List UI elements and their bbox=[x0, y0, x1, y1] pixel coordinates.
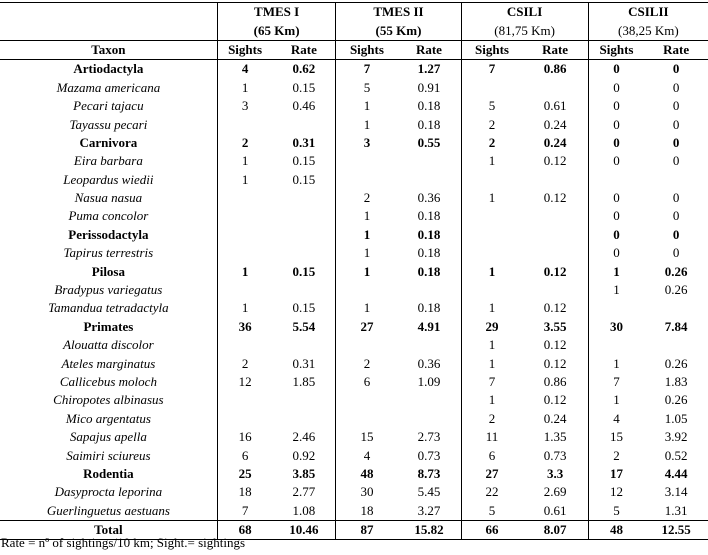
sights-cell: 2 bbox=[461, 134, 522, 152]
species-name: Saimiri sciureus bbox=[66, 447, 151, 463]
sights-cell: 2 bbox=[461, 115, 522, 133]
sights-cell: 2 bbox=[461, 410, 522, 428]
rate-cell: 0.73 bbox=[417, 447, 441, 463]
species-name: Tapirus terrestris bbox=[63, 245, 154, 261]
rate-cell bbox=[272, 226, 336, 244]
order-name: Primates bbox=[83, 318, 134, 334]
sights-cell: 0 bbox=[588, 79, 644, 97]
sights-cell bbox=[588, 336, 644, 354]
order-name: Perissodactyla bbox=[68, 226, 149, 242]
site-4-distance: (38,25 Km) bbox=[588, 21, 708, 40]
sights-header: Sights bbox=[217, 40, 272, 59]
sights-cell: 2 bbox=[217, 354, 272, 372]
rate-cell: 0.18 bbox=[417, 208, 441, 224]
sights-cell: 6 bbox=[461, 446, 522, 464]
site-4-name: CSILII bbox=[588, 3, 708, 22]
sights-cell: 1 bbox=[217, 171, 272, 189]
sights-cell: 1 bbox=[588, 354, 644, 372]
sights-cell bbox=[217, 410, 272, 428]
rate-cell bbox=[272, 281, 336, 299]
total-cell: 68 bbox=[217, 520, 272, 539]
total-label: Total bbox=[0, 520, 217, 539]
sights-cell: 5 bbox=[461, 97, 522, 115]
sights-cell: 1 bbox=[461, 354, 522, 372]
sights-cell: 22 bbox=[461, 483, 522, 501]
rate-cell: 0.24 bbox=[543, 134, 567, 150]
sights-cell: 1 bbox=[588, 391, 644, 409]
sights-cell bbox=[336, 336, 397, 354]
sights-cell: 2 bbox=[336, 189, 397, 207]
sights-cell: 1 bbox=[461, 152, 522, 170]
sights-cell bbox=[461, 171, 522, 189]
rate-cell bbox=[397, 391, 461, 409]
rate-cell: 0.26 bbox=[664, 355, 688, 371]
sights-cell: 1 bbox=[217, 152, 272, 170]
sights-cell: 6 bbox=[336, 373, 397, 391]
rate-cell bbox=[644, 171, 708, 189]
total-cell: 12.55 bbox=[644, 520, 708, 539]
rate-cell bbox=[397, 152, 461, 170]
group-row bbox=[0, 134, 708, 152]
rate-cell: 0.15 bbox=[292, 263, 316, 279]
species-row bbox=[0, 97, 708, 115]
sights-cell: 1 bbox=[588, 281, 644, 299]
sights-cell: 30 bbox=[336, 483, 397, 501]
sights-cell bbox=[336, 171, 397, 189]
species-row bbox=[0, 446, 708, 464]
column-header-row bbox=[0, 40, 708, 59]
rate-cell bbox=[522, 79, 588, 97]
rate-cell: 2.46 bbox=[292, 429, 316, 445]
sights-cell: 0 bbox=[588, 189, 644, 207]
total-cell: 15.82 bbox=[397, 520, 461, 539]
rate-cell: 0.31 bbox=[292, 134, 316, 150]
sights-cell bbox=[217, 115, 272, 133]
rate-cell: 0 bbox=[672, 208, 680, 224]
rate-cell: 0.18 bbox=[417, 263, 441, 279]
species-row bbox=[0, 189, 708, 207]
rate-cell: 0.55 bbox=[417, 134, 441, 150]
rate-cell: 1.09 bbox=[417, 374, 441, 389]
rate-cell: 3.85 bbox=[292, 465, 316, 481]
sights-cell: 16 bbox=[217, 428, 272, 446]
sights-cell bbox=[217, 281, 272, 299]
species-name: Sapajus apella bbox=[69, 429, 147, 445]
group-row bbox=[0, 318, 708, 336]
sights-cell bbox=[461, 244, 522, 262]
rate-cell: 0.31 bbox=[292, 355, 316, 371]
sights-cell bbox=[217, 189, 272, 207]
sights-cell bbox=[588, 299, 644, 317]
rate-cell: 5.45 bbox=[417, 484, 441, 500]
rate-cell bbox=[397, 336, 461, 354]
sights-cell: 7 bbox=[461, 373, 522, 391]
species-row bbox=[0, 79, 708, 97]
sights-cell: 1 bbox=[336, 262, 397, 280]
group-row bbox=[0, 262, 708, 280]
rate-cell: 0.15 bbox=[292, 153, 316, 169]
rate-cell: 2.77 bbox=[292, 484, 316, 500]
sights-cell: 5 bbox=[336, 79, 397, 97]
rate-cell: 1.83 bbox=[664, 374, 688, 389]
rate-cell: 7.84 bbox=[664, 318, 688, 334]
species-row bbox=[0, 410, 708, 428]
species-row bbox=[0, 373, 708, 391]
sights-cell bbox=[336, 391, 397, 409]
table-body bbox=[0, 60, 708, 521]
sights-cell: 1 bbox=[336, 207, 397, 225]
rate-cell: 0 bbox=[672, 134, 680, 150]
sights-cell: 0 bbox=[588, 207, 644, 225]
sights-cell bbox=[217, 336, 272, 354]
sights-cell: 0 bbox=[588, 244, 644, 262]
rate-cell: 0.12 bbox=[543, 263, 567, 279]
rate-cell: 0.15 bbox=[292, 300, 316, 316]
site-1-distance: (65 Km) bbox=[217, 21, 336, 40]
rate-cell bbox=[272, 115, 336, 133]
rate-cell: 1.31 bbox=[664, 502, 688, 518]
sights-cell: 2 bbox=[588, 446, 644, 464]
order-name: Carnivora bbox=[79, 134, 138, 150]
species-name: Pecari tajacu bbox=[73, 98, 144, 114]
sightings-table bbox=[0, 2, 708, 540]
sights-cell: 7 bbox=[217, 502, 272, 521]
rate-cell: 0.18 bbox=[417, 226, 441, 242]
sights-cell bbox=[336, 152, 397, 170]
rate-cell: 0.12 bbox=[543, 392, 567, 408]
rate-cell: 0.12 bbox=[543, 190, 567, 206]
site-2-name: TMES II bbox=[336, 3, 461, 22]
rate-cell bbox=[272, 207, 336, 225]
sights-cell: 27 bbox=[461, 465, 522, 483]
sights-cell: 15 bbox=[336, 428, 397, 446]
rate-cell: 2.69 bbox=[543, 484, 567, 500]
rate-cell: 0.61 bbox=[543, 98, 567, 114]
sights-cell: 4 bbox=[588, 410, 644, 428]
species-name: Dasyprocta leporina bbox=[54, 484, 163, 500]
rate-cell: 0 bbox=[672, 61, 680, 77]
species-name: Alouatta discolor bbox=[63, 337, 154, 353]
sights-cell: 0 bbox=[588, 97, 644, 115]
rate-cell: 8.73 bbox=[417, 465, 441, 481]
rate-cell bbox=[397, 171, 461, 189]
rate-cell bbox=[522, 226, 588, 244]
sights-cell: 29 bbox=[461, 318, 522, 336]
species-name: Nasua nasua bbox=[74, 190, 143, 206]
species-name: Bradypus variegatus bbox=[54, 282, 163, 298]
rate-cell: 0.46 bbox=[292, 98, 316, 114]
sights-cell: 7 bbox=[461, 60, 522, 79]
sights-cell: 18 bbox=[336, 502, 397, 521]
rate-cell bbox=[272, 336, 336, 354]
sights-cell bbox=[461, 226, 522, 244]
species-name: Tayassu pecari bbox=[69, 116, 148, 132]
sights-cell: 11 bbox=[461, 428, 522, 446]
rate-cell: 0 bbox=[672, 79, 680, 95]
rate-cell: 0 bbox=[672, 226, 680, 242]
rate-cell: 0 bbox=[672, 98, 680, 114]
sights-cell: 0 bbox=[588, 152, 644, 170]
sights-cell: 1 bbox=[336, 226, 397, 244]
rate-header: Rate bbox=[644, 40, 708, 59]
footnote: Rate = nº of sightings/10 km; Sight.= sightings bbox=[1, 535, 246, 550]
sights-cell: 0 bbox=[588, 60, 644, 79]
rate-cell: 0.91 bbox=[417, 79, 441, 95]
rate-cell: 0.36 bbox=[417, 190, 441, 206]
sights-cell: 15 bbox=[588, 428, 644, 446]
rate-header: Rate bbox=[397, 40, 461, 59]
species-name: Guerlinguetus aestuans bbox=[46, 502, 170, 518]
rate-cell: 0.12 bbox=[543, 355, 567, 371]
sights-cell: 1 bbox=[217, 299, 272, 317]
rate-cell: 5.54 bbox=[292, 318, 316, 334]
sights-cell: 5 bbox=[588, 502, 644, 521]
sights-cell: 27 bbox=[336, 318, 397, 336]
sights-cell: 1 bbox=[461, 189, 522, 207]
sights-cell: 12 bbox=[217, 373, 272, 391]
rate-cell: 3.14 bbox=[664, 484, 688, 500]
site-1-name: TMES I bbox=[217, 3, 336, 22]
group-row bbox=[0, 60, 708, 79]
rate-cell: 0.86 bbox=[543, 61, 567, 77]
rate-cell: 1.27 bbox=[417, 61, 441, 77]
sights-cell: 2 bbox=[217, 134, 272, 152]
sights-cell: 25 bbox=[217, 465, 272, 483]
species-name: Leopardus wiedii bbox=[63, 171, 154, 187]
sights-cell bbox=[217, 244, 272, 262]
sights-cell bbox=[461, 79, 522, 97]
species-name: Mico argentatus bbox=[65, 410, 151, 426]
species-name: Puma concolor bbox=[68, 208, 149, 224]
sights-cell: 1 bbox=[217, 262, 272, 280]
sights-cell bbox=[217, 226, 272, 244]
total-cell: 8.07 bbox=[522, 520, 588, 539]
rate-cell: 0.52 bbox=[664, 447, 688, 463]
rate-cell: 0.86 bbox=[543, 374, 567, 389]
species-name: Ateles marginatus bbox=[61, 355, 156, 371]
rate-cell: 0.61 bbox=[543, 502, 567, 518]
rate-cell: 1.08 bbox=[292, 502, 316, 518]
rate-cell: 0.24 bbox=[543, 410, 567, 426]
rate-cell: 0 bbox=[672, 190, 680, 206]
rate-cell: 0 bbox=[672, 245, 680, 261]
species-row bbox=[0, 207, 708, 225]
species-row bbox=[0, 502, 708, 521]
site-name-row bbox=[0, 3, 708, 22]
rate-cell: 0.26 bbox=[664, 282, 688, 298]
sights-cell: 3 bbox=[336, 134, 397, 152]
sights-cell bbox=[461, 281, 522, 299]
sights-cell bbox=[217, 207, 272, 225]
group-row bbox=[0, 226, 708, 244]
rate-cell: 0.15 bbox=[292, 171, 316, 187]
sights-header: Sights bbox=[336, 40, 397, 59]
header-blank-2 bbox=[0, 21, 217, 40]
sights-cell bbox=[461, 207, 522, 225]
sights-cell: 1 bbox=[336, 97, 397, 115]
rate-cell: 4.44 bbox=[664, 465, 688, 481]
total-cell: 10.46 bbox=[272, 520, 336, 539]
species-name: Mazama americana bbox=[56, 79, 161, 95]
sights-cell: 7 bbox=[336, 60, 397, 79]
rate-cell: 1.05 bbox=[664, 410, 688, 426]
sights-header: Sights bbox=[588, 40, 644, 59]
group-row bbox=[0, 465, 708, 483]
rate-cell bbox=[272, 189, 336, 207]
rate-cell: 0.18 bbox=[417, 245, 441, 261]
rate-cell bbox=[522, 244, 588, 262]
rate-cell: 0.26 bbox=[664, 263, 688, 279]
rate-cell bbox=[397, 410, 461, 428]
rate-cell: 0 bbox=[672, 153, 680, 169]
sights-cell bbox=[217, 391, 272, 409]
rate-cell bbox=[522, 171, 588, 189]
rate-cell bbox=[272, 410, 336, 428]
species-name: Chiropotes albinasus bbox=[53, 392, 164, 408]
sights-cell: 18 bbox=[217, 483, 272, 501]
order-name: Rodentia bbox=[83, 465, 134, 481]
total-cell: 87 bbox=[336, 520, 397, 539]
rate-cell: 1.85 bbox=[292, 374, 316, 389]
species-row bbox=[0, 391, 708, 409]
rate-cell: 0.92 bbox=[292, 447, 316, 463]
rate-cell: 0.73 bbox=[543, 447, 567, 463]
sights-cell: 1 bbox=[461, 336, 522, 354]
sights-cell: 4 bbox=[336, 446, 397, 464]
rate-cell: 0.26 bbox=[664, 392, 688, 408]
rate-cell bbox=[644, 299, 708, 317]
sights-cell: 17 bbox=[588, 465, 644, 483]
rate-cell: 3.3 bbox=[546, 465, 564, 481]
sights-cell: 36 bbox=[217, 318, 272, 336]
rate-cell: 0 bbox=[672, 116, 680, 132]
taxon-header: Taxon bbox=[0, 40, 217, 59]
rate-cell bbox=[644, 336, 708, 354]
sights-cell: 0 bbox=[588, 226, 644, 244]
sights-cell: 0 bbox=[588, 115, 644, 133]
rate-cell: 0.62 bbox=[292, 61, 316, 77]
total-cell: 66 bbox=[461, 520, 522, 539]
rate-cell: 0.15 bbox=[292, 79, 316, 95]
sights-cell: 48 bbox=[336, 465, 397, 483]
rate-cell: 0.18 bbox=[417, 98, 441, 114]
species-row bbox=[0, 336, 708, 354]
rate-cell: 0.12 bbox=[543, 300, 567, 316]
rate-cell: 2.73 bbox=[417, 429, 441, 445]
species-row bbox=[0, 354, 708, 372]
rate-cell: 0.18 bbox=[417, 116, 441, 132]
species-row bbox=[0, 483, 708, 501]
species-name: Callicebus moloch bbox=[59, 374, 157, 389]
sights-cell: 4 bbox=[217, 60, 272, 79]
order-name: Artiodactyla bbox=[73, 61, 144, 77]
rate-header: Rate bbox=[272, 40, 336, 59]
sights-cell: 0 bbox=[588, 134, 644, 152]
sights-cell: 7 bbox=[588, 373, 644, 391]
site-2-distance: (55 Km) bbox=[336, 21, 461, 40]
sights-cell: 30 bbox=[588, 318, 644, 336]
sights-cell: 1 bbox=[336, 299, 397, 317]
rate-cell: 0.24 bbox=[543, 116, 567, 132]
sights-cell: 12 bbox=[588, 483, 644, 501]
species-row bbox=[0, 152, 708, 170]
rate-cell: 0.12 bbox=[543, 153, 567, 169]
sights-cell: 2 bbox=[336, 354, 397, 372]
species-row bbox=[0, 171, 708, 189]
sights-cell: 5 bbox=[461, 502, 522, 521]
rate-cell bbox=[272, 244, 336, 262]
rate-header: Rate bbox=[522, 40, 588, 59]
sights-cell bbox=[588, 171, 644, 189]
sights-cell: 1 bbox=[461, 262, 522, 280]
rate-cell: 3.27 bbox=[417, 502, 441, 518]
order-name: Pilosa bbox=[91, 263, 125, 279]
site-3-distance: (81,75 Km) bbox=[461, 21, 588, 40]
sights-cell: 1 bbox=[461, 299, 522, 317]
sights-cell bbox=[336, 410, 397, 428]
sights-cell: 1 bbox=[217, 79, 272, 97]
sights-cell: 1 bbox=[336, 244, 397, 262]
rate-cell bbox=[397, 281, 461, 299]
site-distance-row bbox=[0, 21, 708, 40]
rate-cell bbox=[522, 281, 588, 299]
species-row bbox=[0, 281, 708, 299]
rate-cell: 3.92 bbox=[664, 429, 688, 445]
rate-cell: 4.91 bbox=[417, 318, 441, 334]
sights-cell: 6 bbox=[217, 446, 272, 464]
sights-cell bbox=[336, 281, 397, 299]
rate-cell: 3.55 bbox=[543, 318, 567, 334]
species-row bbox=[0, 299, 708, 317]
species-name: Eira barbara bbox=[73, 153, 143, 169]
rate-cell: 0.36 bbox=[417, 355, 441, 371]
total-cell: 48 bbox=[588, 520, 644, 539]
sights-cell: 1 bbox=[461, 391, 522, 409]
species-row bbox=[0, 244, 708, 262]
species-name: Tamandua tetradactyla bbox=[48, 300, 169, 316]
sights-cell: 1 bbox=[336, 115, 397, 133]
rate-cell: 0.12 bbox=[543, 337, 567, 353]
rate-cell: 1.35 bbox=[543, 429, 567, 445]
sights-header: Sights bbox=[461, 40, 522, 59]
rate-cell: 0.18 bbox=[417, 300, 441, 316]
sights-cell: 1 bbox=[588, 262, 644, 280]
species-row bbox=[0, 115, 708, 133]
rate-cell bbox=[522, 207, 588, 225]
site-3-name: CSILI bbox=[461, 3, 588, 22]
rate-cell bbox=[272, 391, 336, 409]
species-row bbox=[0, 428, 708, 446]
header-blank bbox=[0, 3, 217, 22]
sights-cell: 3 bbox=[217, 97, 272, 115]
